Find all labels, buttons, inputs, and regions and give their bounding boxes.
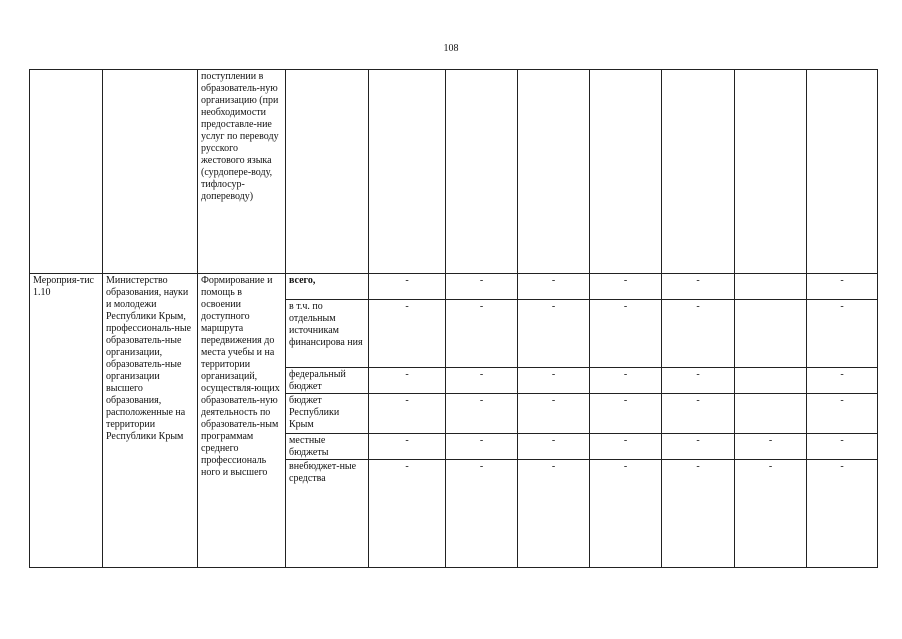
funding-value: - (369, 394, 446, 434)
funding-value: - (446, 460, 518, 568)
funding-value: - (518, 434, 590, 460)
funding-value: - (662, 434, 735, 460)
funding-value (735, 368, 807, 394)
funding-value: - (735, 434, 807, 460)
funding-value: - (662, 368, 735, 394)
funding-value: - (446, 274, 518, 300)
funding-value: - (369, 434, 446, 460)
cell-empty (446, 70, 518, 274)
funding-value: - (807, 460, 878, 568)
funding-value: - (518, 274, 590, 300)
funding-value: - (807, 368, 878, 394)
continuation-row (30, 70, 878, 274)
cell-source-empty (286, 70, 369, 274)
cell-executor-empty (103, 70, 198, 274)
cell-empty (369, 70, 446, 274)
funding-value: - (807, 394, 878, 434)
measures-table (29, 69, 878, 568)
funding-value: - (518, 460, 590, 568)
funding-value: - (446, 434, 518, 460)
funding-value: - (590, 274, 662, 300)
cell-empty (735, 70, 807, 274)
funding-value: - (518, 300, 590, 368)
funding-value: - (369, 300, 446, 368)
funding-row-total (30, 274, 878, 300)
funding-source-label: бюджет Республики Крым (286, 394, 369, 434)
activity-code: Мероприя-тис 1.10 (30, 274, 103, 568)
funding-value: - (662, 394, 735, 434)
activity-description: Формирование и помощь в освоении доступного маршрута передвижения до места учебы и на территории организаций, осуществля-ющих образователь-ную деятельность по образователь-ным программам среднего профессиональ ного и высшего (198, 274, 286, 568)
funding-value: - (590, 434, 662, 460)
funding-value: - (807, 274, 878, 300)
funding-value: - (446, 394, 518, 434)
cell-empty (662, 70, 735, 274)
funding-value: - (369, 460, 446, 568)
funding-value: - (446, 368, 518, 394)
funding-value: - (807, 300, 878, 368)
funding-value (735, 394, 807, 434)
funding-value: - (590, 394, 662, 434)
funding-value: - (590, 368, 662, 394)
funding-source-label: федеральный бюджет (286, 368, 369, 394)
funding-source-label: местные бюджеты (286, 434, 369, 460)
funding-value: - (518, 394, 590, 434)
funding-value: - (590, 300, 662, 368)
cell-empty (518, 70, 590, 274)
funding-source-label: всего, (286, 274, 369, 300)
funding-value: - (735, 460, 807, 568)
funding-value: - (807, 434, 878, 460)
cell-code-empty (30, 70, 103, 274)
funding-value: - (590, 460, 662, 568)
funding-value: - (369, 368, 446, 394)
cell-empty (590, 70, 662, 274)
cell-description-continued: поступлении в образователь-ную организацию (при необходимости предоставле-ние услуг по переводу русского жестового языка (сурдопере-воду, тифлосур-допереводу) (198, 70, 286, 274)
page-number: 108 (443, 43, 459, 54)
activity-executors: Министерство образования, науки и молодежи Республики Крым, профессиональ-ные образователь-ные организации, образователь-ные организации высшего образования, расположенные на территории Республики Крым (103, 274, 198, 568)
funding-value: - (662, 274, 735, 300)
funding-value: - (446, 300, 518, 368)
cell-empty (807, 70, 878, 274)
funding-source-label: в т.ч. по отдельным источникам финансирова ния (286, 300, 369, 368)
funding-value: - (518, 368, 590, 394)
funding-value (735, 300, 807, 368)
funding-value (735, 274, 807, 300)
funding-value: - (662, 460, 735, 568)
funding-source-label: внебюджет-ные средства (286, 460, 369, 568)
funding-value: - (662, 300, 735, 368)
funding-value: - (369, 274, 446, 300)
